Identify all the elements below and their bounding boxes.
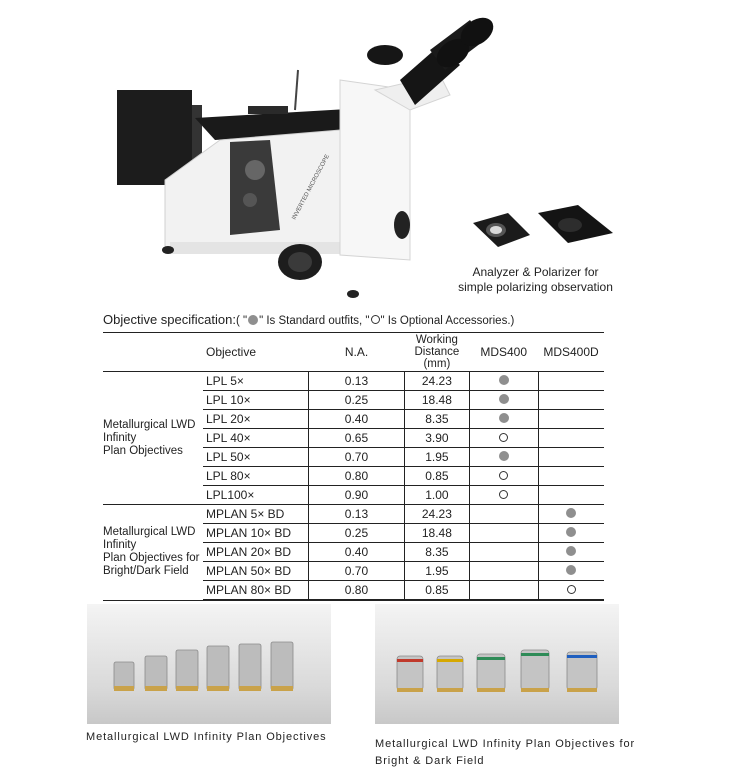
group-label-line: Plan Objectives bbox=[103, 444, 183, 457]
header-working-distance bbox=[404, 333, 469, 372]
mds400d-cell bbox=[538, 448, 604, 467]
na-cell: 0.80 bbox=[309, 581, 405, 601]
working-distance-cell: 0.85 bbox=[404, 467, 469, 486]
mds400d-cell bbox=[538, 486, 604, 505]
mds400-cell bbox=[469, 372, 538, 391]
na-cell: 0.65 bbox=[309, 429, 405, 448]
spec-note-prefix: ( " bbox=[235, 315, 248, 327]
optional-ring-icon bbox=[499, 433, 508, 442]
header-wd-line2: Distance bbox=[414, 346, 460, 358]
standard-dot-icon bbox=[566, 508, 576, 518]
header-mds400: MDS400 bbox=[469, 333, 538, 372]
spec-note-suffix: " Is Optional Accessories.) bbox=[380, 315, 515, 327]
objective-cell: MPLAN 5× BD bbox=[203, 505, 309, 524]
mds400d-cell bbox=[538, 562, 604, 581]
mds400d-cell bbox=[538, 543, 604, 562]
mds400d-cell bbox=[538, 372, 604, 391]
group-label-line: Metallurgical LWD bbox=[103, 526, 196, 539]
header-na: N.A. bbox=[309, 333, 405, 372]
na-cell: 0.70 bbox=[309, 448, 405, 467]
mds400d-cell bbox=[538, 391, 604, 410]
working-distance-cell: 24.23 bbox=[404, 372, 469, 391]
accessories-caption-line1: Analyzer & Polarizer for bbox=[472, 265, 599, 279]
header-group bbox=[103, 333, 203, 372]
photo2-caption bbox=[375, 736, 675, 770]
na-cell: 0.13 bbox=[309, 505, 405, 524]
standard-dot-icon bbox=[566, 565, 576, 575]
polarizer-accessories-image bbox=[468, 205, 618, 260]
na-cell: 0.90 bbox=[309, 486, 405, 505]
header-wd-line1: Working bbox=[415, 334, 458, 346]
mds400-cell bbox=[469, 486, 538, 505]
mds400d-cell bbox=[538, 410, 604, 429]
objective-cell: LPL 5× bbox=[203, 372, 309, 391]
standard-dot-icon bbox=[499, 394, 509, 404]
accessories-caption bbox=[448, 265, 623, 295]
objective-cell: LPL100× bbox=[203, 486, 309, 505]
na-cell: 0.40 bbox=[309, 543, 405, 562]
mds400d-cell bbox=[538, 505, 604, 524]
spec-note-mid: " Is Standard outfits, " bbox=[259, 315, 370, 327]
mds400-cell bbox=[469, 562, 538, 581]
table-row bbox=[103, 505, 604, 524]
mds400d-cell bbox=[538, 581, 604, 601]
mds400-cell bbox=[469, 448, 538, 467]
group-label bbox=[103, 505, 203, 601]
group-label-line: Metallurgical LWD bbox=[103, 418, 196, 431]
na-cell: 0.40 bbox=[309, 410, 405, 429]
working-distance-cell: 3.90 bbox=[404, 429, 469, 448]
objective-cell: LPL 20× bbox=[203, 410, 309, 429]
objective-cell: LPL 40× bbox=[203, 429, 309, 448]
mds400d-cell bbox=[538, 429, 604, 448]
table-header-row bbox=[103, 333, 604, 372]
working-distance-cell: 8.35 bbox=[404, 543, 469, 562]
group-label-line: Infinity bbox=[103, 431, 137, 444]
optional-ring-icon bbox=[499, 490, 508, 499]
na-cell: 0.80 bbox=[309, 467, 405, 486]
photo2-caption-line1: Metallurgical LWD Infinity Plan Objectives for bbox=[375, 738, 636, 750]
objective-cell: MPLAN 10× BD bbox=[203, 524, 309, 543]
mplan-bd-objectives-photo bbox=[375, 604, 619, 724]
objective-cell: MPLAN 50× BD bbox=[203, 562, 309, 581]
mds400d-cell bbox=[538, 524, 604, 543]
spec-heading bbox=[103, 312, 514, 327]
photo2-caption-line2: Bright & Dark Field bbox=[375, 755, 485, 767]
group-label bbox=[103, 372, 203, 505]
objective-spec-table bbox=[103, 332, 604, 601]
objective-cell: MPLAN 80× BD bbox=[203, 581, 309, 601]
optional-ring-icon bbox=[567, 585, 576, 594]
working-distance-cell: 18.48 bbox=[404, 391, 469, 410]
na-cell: 0.70 bbox=[309, 562, 405, 581]
mds400d-cell bbox=[538, 467, 604, 486]
standard-dot-icon bbox=[248, 315, 258, 325]
header-wd-line3: (mm) bbox=[423, 358, 451, 370]
mds400-cell bbox=[469, 581, 538, 601]
spec-title: Objective specification: bbox=[103, 312, 236, 327]
working-distance-cell: 18.48 bbox=[404, 524, 469, 543]
working-distance-cell: 1.95 bbox=[404, 448, 469, 467]
na-cell: 0.25 bbox=[309, 391, 405, 410]
objective-cell: MPLAN 20× BD bbox=[203, 543, 309, 562]
header-mds400d: MDS400D bbox=[538, 333, 604, 372]
mds400-cell bbox=[469, 391, 538, 410]
working-distance-cell: 1.00 bbox=[404, 486, 469, 505]
body-label: INVERTED MICROSCOPE bbox=[291, 153, 331, 221]
mds400-cell bbox=[469, 505, 538, 524]
accessories-caption-line2: simple polarizing observation bbox=[458, 280, 613, 294]
objective-cell: LPL 10× bbox=[203, 391, 309, 410]
mds400-cell bbox=[469, 524, 538, 543]
working-distance-cell: 24.23 bbox=[404, 505, 469, 524]
microscope-image bbox=[110, 10, 530, 300]
header-objective: Objective bbox=[203, 333, 309, 372]
photo1-caption: Metallurgical LWD Infinity Plan Objectives bbox=[86, 731, 327, 743]
mds400-cell bbox=[469, 467, 538, 486]
mds400-cell bbox=[469, 543, 538, 562]
working-distance-cell: 1.95 bbox=[404, 562, 469, 581]
mds400-cell bbox=[469, 429, 538, 448]
mds400-cell bbox=[469, 410, 538, 429]
na-cell: 0.13 bbox=[309, 372, 405, 391]
optional-ring-icon bbox=[371, 315, 380, 324]
group-label-line: Infinity bbox=[103, 539, 137, 552]
working-distance-cell: 0.85 bbox=[404, 581, 469, 601]
table-row bbox=[103, 372, 604, 391]
standard-dot-icon bbox=[499, 413, 509, 423]
group-label-line: Plan Objectives for bbox=[103, 552, 200, 565]
standard-dot-icon bbox=[499, 375, 509, 385]
objective-cell: LPL 50× bbox=[203, 448, 309, 467]
standard-dot-icon bbox=[499, 451, 509, 461]
working-distance-cell: 8.35 bbox=[404, 410, 469, 429]
standard-dot-icon bbox=[566, 527, 576, 537]
na-cell: 0.25 bbox=[309, 524, 405, 543]
optional-ring-icon bbox=[499, 471, 508, 480]
group-label-line: Bright/Dark Field bbox=[103, 565, 189, 578]
objective-cell: LPL 80× bbox=[203, 467, 309, 486]
standard-dot-icon bbox=[566, 546, 576, 556]
lpl-objectives-photo bbox=[87, 604, 331, 724]
